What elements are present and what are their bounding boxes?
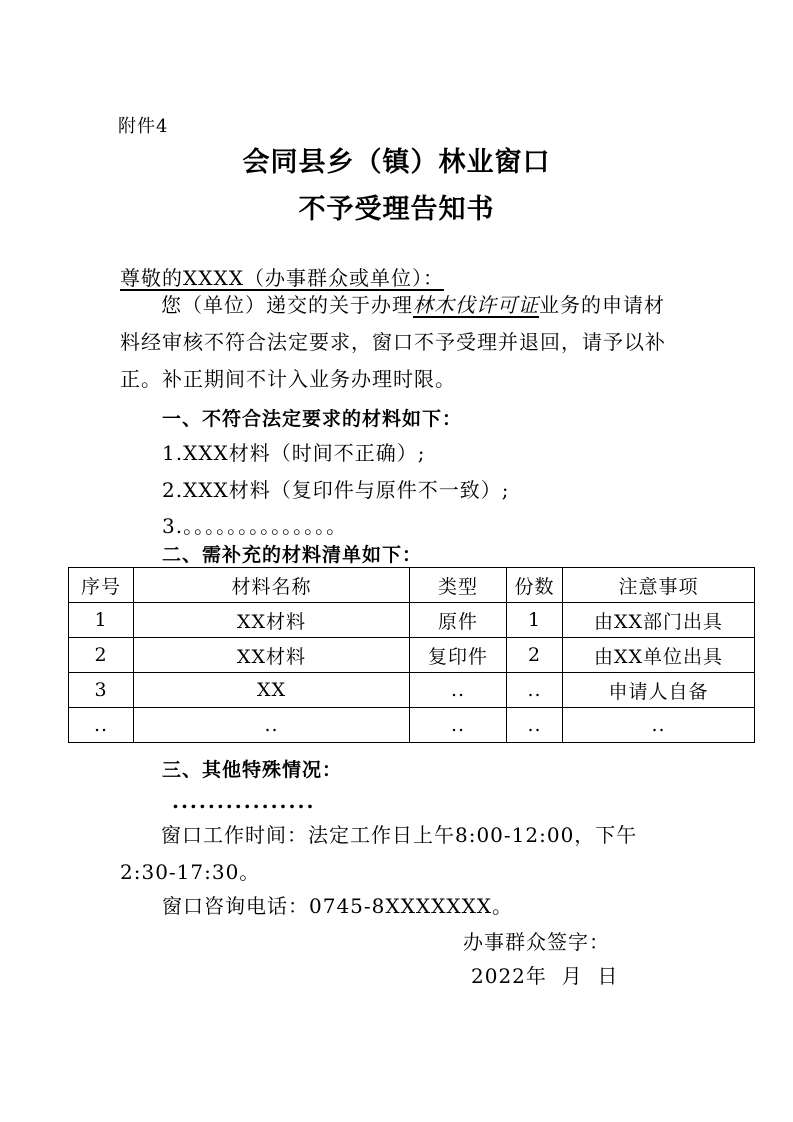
column-header: 注意事项 <box>563 568 755 603</box>
table-cell: .. <box>410 708 507 743</box>
column-header: 序号 <box>69 568 134 603</box>
table-row <box>69 673 755 708</box>
document-title: 会同县乡（镇）林业窗口 <box>242 147 551 178</box>
table-cell: .. <box>563 708 755 743</box>
materials-table <box>68 567 755 743</box>
contact-phone: 窗口咨询电话：0745-8XXXXXXX。 <box>162 894 514 918</box>
table-cell: .. <box>507 673 563 708</box>
column-header: 份数 <box>507 568 563 603</box>
nonconforming-item: 2.XXX材料（复印件与原件不一致）; <box>162 478 510 502</box>
table-cell: .. <box>69 708 134 743</box>
table-cell: XX <box>134 673 410 708</box>
table-cell: 由XX部门出具 <box>563 603 755 638</box>
column-header: 类型 <box>410 568 507 603</box>
section3-heading: 三、其他特殊情况： <box>162 759 343 781</box>
permit-name: 林木伐许可证 <box>413 293 539 317</box>
table-row <box>69 638 755 673</box>
table-cell: 2 <box>507 638 563 673</box>
table-cell: .. <box>134 708 410 743</box>
table-cell: 3 <box>69 673 134 708</box>
table-cell: XX材料 <box>134 638 410 673</box>
nonconforming-item: 1.XXX材料（时间不正确）; <box>162 441 426 465</box>
table-cell: 2 <box>69 638 134 673</box>
intro-before: 您（单位）递交的关于办理 <box>161 293 413 317</box>
attachment-label: 附件4 <box>118 116 169 137</box>
salutation: 尊敬的XXXX（办事群众或单位）： <box>120 266 444 290</box>
table-cell: .. <box>507 708 563 743</box>
table-cell: .. <box>410 673 507 708</box>
intro-after: 业务的申请材料经审核不符合法定要求，窗口不予受理并退回，请予以补正。补正期间不计入业务办理时限。 <box>120 293 666 391</box>
section1-heading: 一、不符合法定要求的材料如下： <box>162 408 463 430</box>
nonconforming-item: 3.。。。。。。。。。。。。。。 <box>162 514 348 538</box>
document-subtitle: 不予受理告知书 <box>298 194 495 225</box>
signature-label: 办事群众签字： <box>463 930 610 954</box>
table-cell: 申请人自备 <box>563 673 755 708</box>
table-row <box>69 603 755 638</box>
table-cell: XX材料 <box>134 603 410 638</box>
column-header: 材料名称 <box>134 568 410 603</box>
special-notes-dots: ................ <box>172 789 316 813</box>
table-cell: 复印件 <box>410 638 507 673</box>
table-header-row <box>69 568 755 603</box>
office-hours: 窗口工作时间：法定工作日上午8:00-12:00，下午2:30-17:30。 <box>120 823 638 884</box>
table-cell: 原件 <box>410 603 507 638</box>
date-line: 2022年 月 日 <box>471 964 619 988</box>
table-cell: 1 <box>69 603 134 638</box>
intro-paragraph <box>120 287 680 398</box>
table-cell: 1 <box>507 603 563 638</box>
table-cell: 由XX单位出具 <box>563 638 755 673</box>
section2-heading: 二、需补充的材料清单如下： <box>162 544 423 566</box>
table-row <box>69 708 755 743</box>
